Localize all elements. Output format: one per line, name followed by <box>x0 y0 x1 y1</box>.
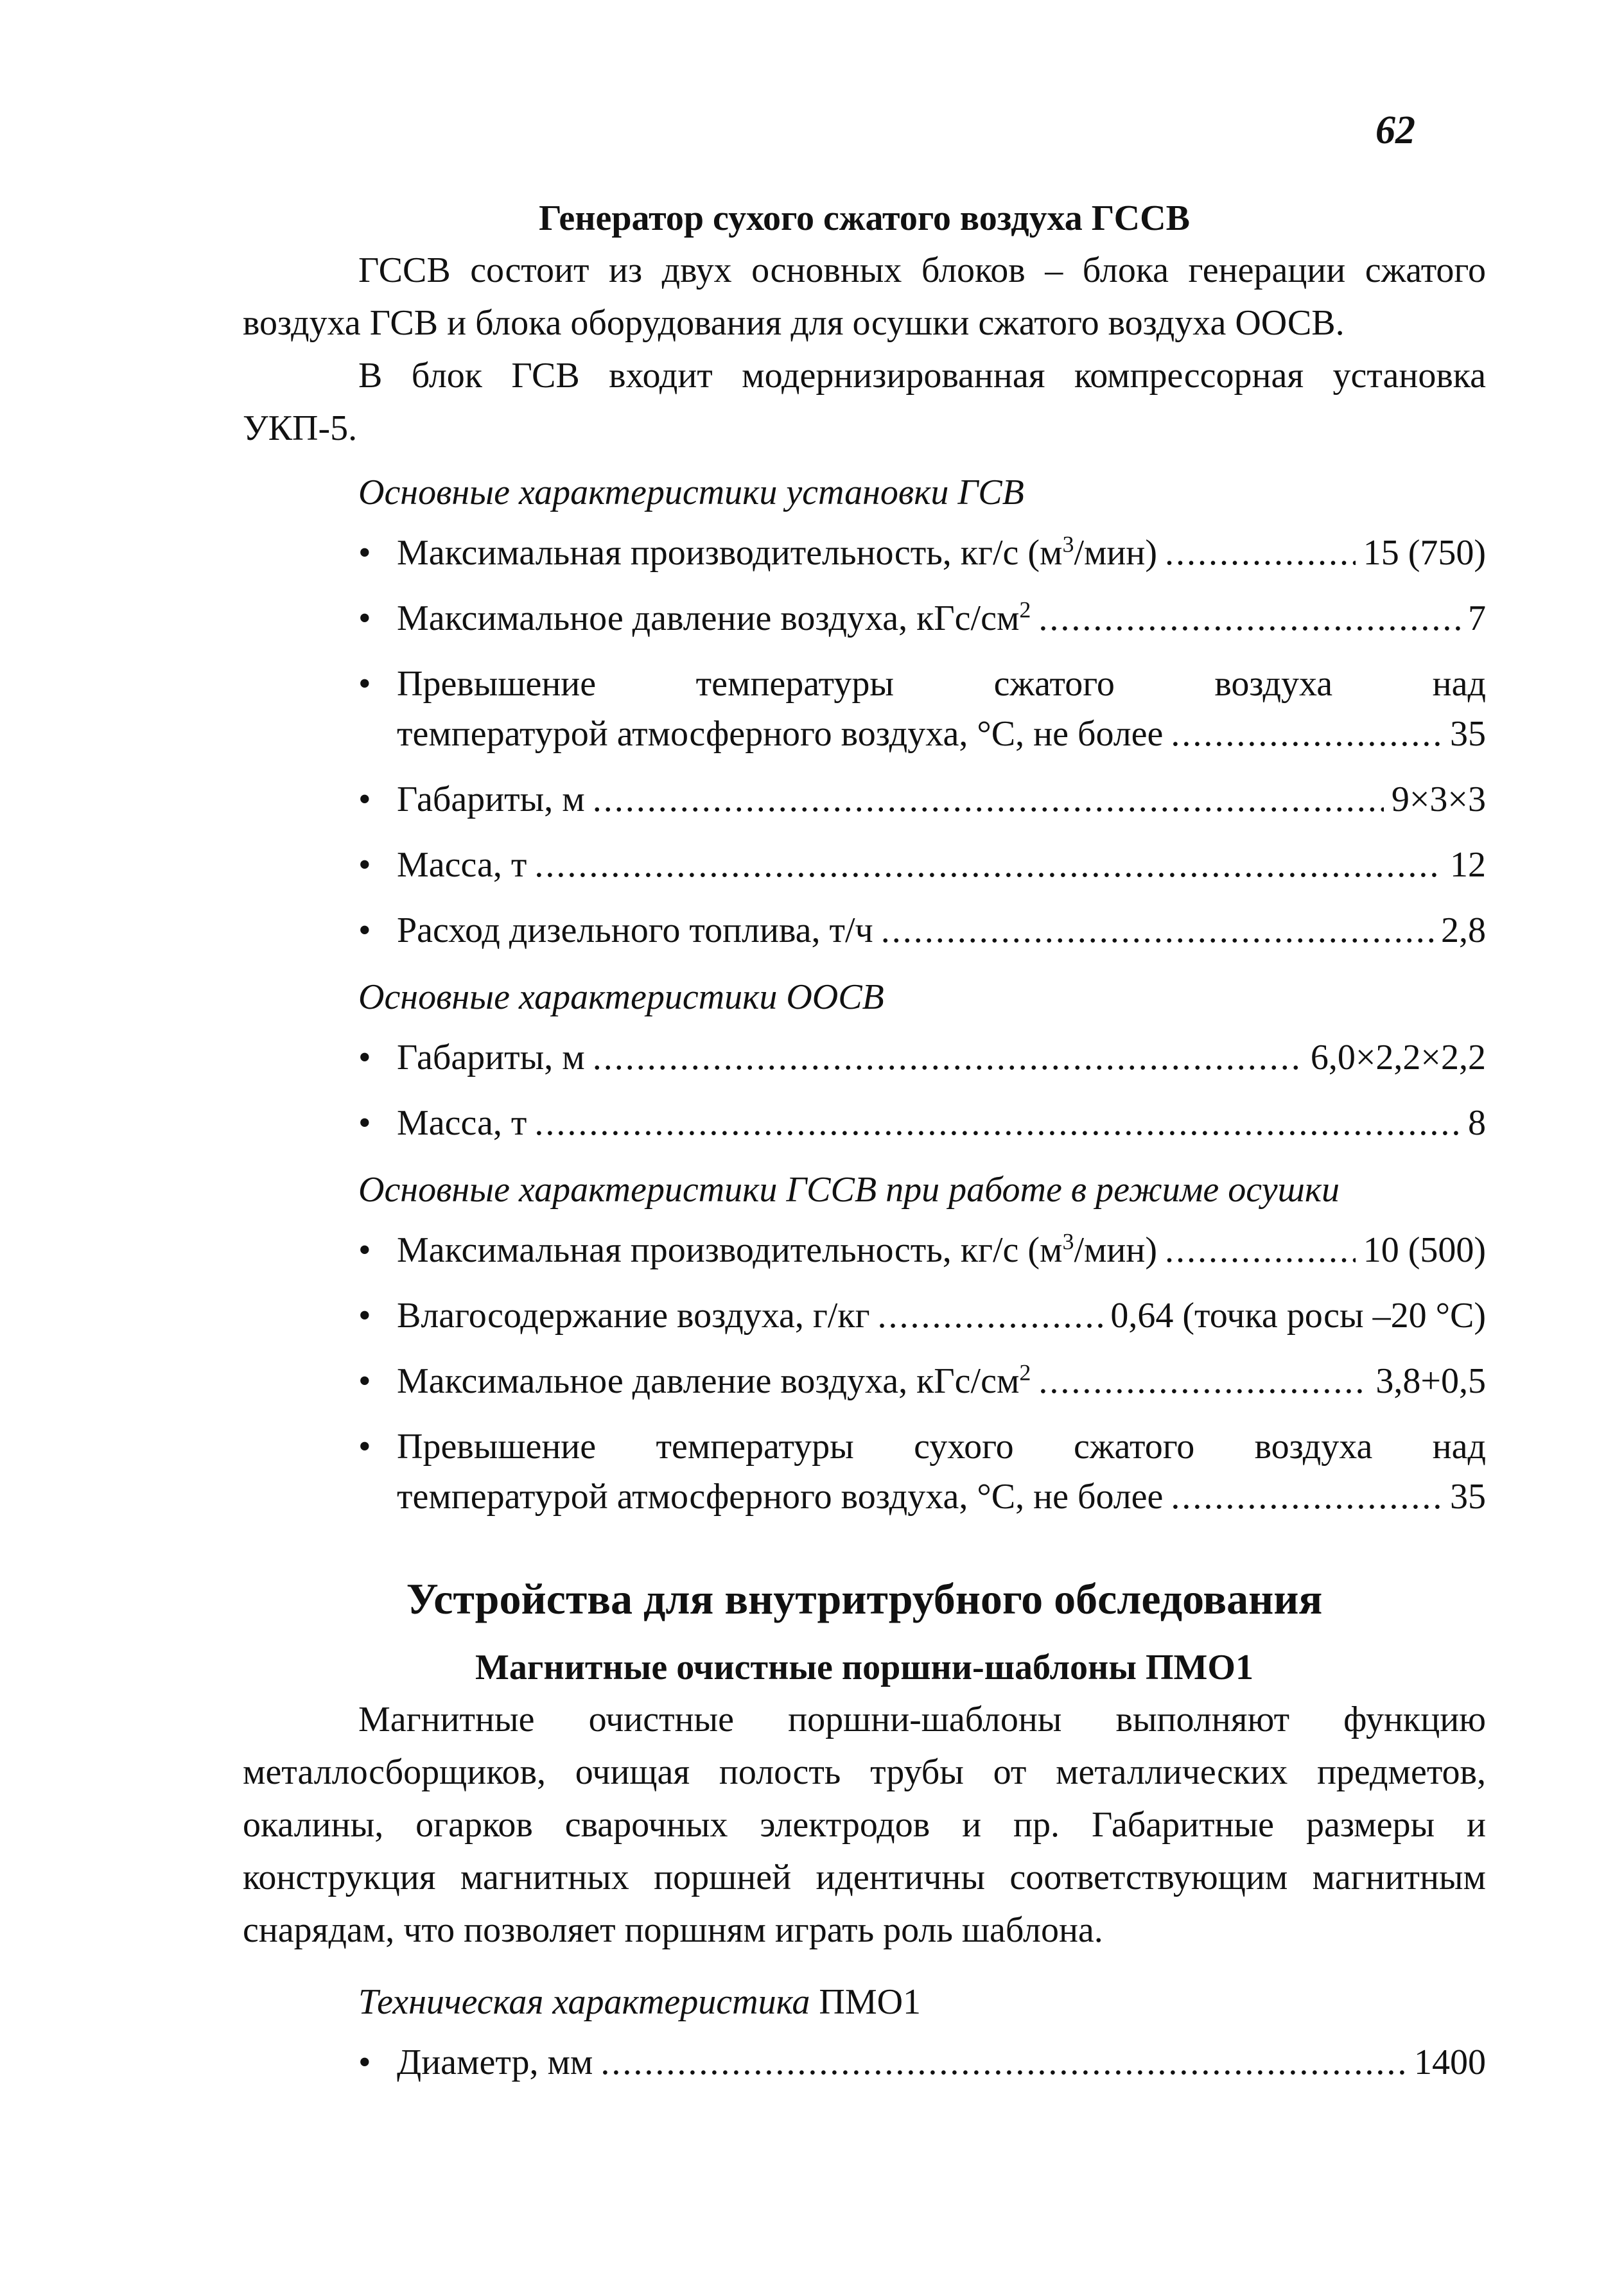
page-number: 62 <box>1375 109 1415 152</box>
bullet-icon: • <box>358 1361 371 1401</box>
bullet-icon: • <box>358 533 371 573</box>
bullet-icon: • <box>358 1038 371 1077</box>
bullet-icon: • <box>358 845 371 885</box>
spec-item <box>243 840 1486 890</box>
subheading-oosv-specs: Основные характеристики ООСВ <box>358 977 884 1017</box>
spec-value: 9×3×3 <box>1391 779 1486 819</box>
spec-item <box>243 659 1486 759</box>
spec-label-line1: Превышение температуры сжатого воздуха над <box>397 664 1486 704</box>
spec-label: Диаметр, мм <box>397 2042 593 2082</box>
dot-leader <box>593 774 1384 824</box>
spec-label-line1: Превышение температуры сухого сжатого воздуха над <box>397 1427 1486 1467</box>
bullet-icon: • <box>358 598 371 638</box>
dot-leader <box>534 840 1442 890</box>
spec-label: Масса, т <box>397 845 527 885</box>
spec-list-gssv-drying <box>243 1225 1486 1522</box>
spec-label: Максимальная производительность, кг/с $(м^3/мин)$ <box>397 531 1158 573</box>
page-content <box>243 193 1486 2103</box>
bullet-icon: • <box>358 2042 371 2082</box>
spec-value: 15 (750) <box>1363 533 1486 573</box>
spec-value: 3,8+0,5 <box>1375 1361 1486 1401</box>
dot-leader <box>1171 1472 1442 1522</box>
dot-leader <box>881 905 1433 955</box>
spec-value: 8 <box>1468 1103 1486 1143</box>
spec-item <box>243 1032 1486 1083</box>
spec-label: Влагосодержание воздуха, г/кг <box>397 1296 870 1336</box>
spec-label: температурой атмосферного воздуха, °С, не более <box>397 714 1164 754</box>
dot-leader <box>878 1291 1103 1341</box>
paragraph-gssv-blocks: ГССВ состоит из двух основных блоков – блока генерации сжатого воздуха ГСВ и блока оборудования для осушки сжатого воздуха ООСВ. <box>243 250 1486 343</box>
spec-value: 1400 <box>1414 2042 1486 2082</box>
spec-value: 2,8 <box>1441 910 1486 950</box>
spec-item <box>243 2037 1486 2087</box>
spec-label: Габариты, м <box>397 1038 585 1077</box>
spec-label: Масса, т <box>397 1103 527 1143</box>
spec-value: 10 (500) <box>1363 1230 1486 1270</box>
bullet-icon: • <box>358 779 371 819</box>
spec-value: 6,0×2,2×2,2 <box>1310 1038 1486 1077</box>
spec-list-pmo1 <box>243 2037 1486 2087</box>
spec-value: 12 <box>1450 845 1486 885</box>
bullet-icon: • <box>358 1230 371 1270</box>
dot-leader <box>600 2037 1406 2087</box>
bullet-icon: • <box>358 664 371 704</box>
spec-list-gsv <box>243 528 1486 955</box>
spec-label: Расход дизельного топлива, т/ч <box>397 910 873 950</box>
spec-item <box>243 528 1486 578</box>
subheading-gssv-drying-specs: Основные характеристики ГССВ при работе в режиме осушки <box>358 1170 1340 1210</box>
spec-label: Максимальное давление воздуха, кГс/$см^2$ <box>397 597 1031 638</box>
paragraph-gsv-unit: В блок ГСВ входит модернизированная компрессорная установка УКП-5. <box>243 356 1486 448</box>
spec-item <box>243 905 1486 955</box>
section-title-inline-inspection: Устройства для внутритрубного обследования <box>406 1574 1323 1623</box>
spec-item <box>243 593 1486 643</box>
dot-leader <box>593 1032 1303 1083</box>
paragraph-pmo1-description: Магнитные очистные поршни-шаблоны выполняют функцию металлосборщиков, очищая полость трубы от металлических предметов, окалины, огарков сварочных электродов и пр. Габаритные размеры и конструкция магнитных поршней идентичны соответствующим магнитным снарядам, что позволяет поршням играть роль шаблона. <box>243 1700 1486 1950</box>
dot-leader <box>1171 709 1442 759</box>
spec-item <box>243 1291 1486 1341</box>
spec-item <box>243 774 1486 824</box>
spec-list-oosv <box>243 1032 1486 1148</box>
spec-value: 7 <box>1468 598 1486 638</box>
spec-item <box>243 1356 1486 1406</box>
spec-label: Максимальная производительность, кг/с $(м^3/мин)$ <box>397 1228 1158 1270</box>
spec-label: Максимальное давление воздуха, кГс/$см^2$ <box>397 1359 1031 1401</box>
spec-item <box>243 1422 1486 1522</box>
section-title-gssv: Генератор сухого сжатого воздуха ГССВ <box>539 198 1190 238</box>
dot-leader <box>534 1098 1460 1148</box>
bullet-icon: • <box>358 1427 371 1467</box>
spec-value: 35 <box>1450 714 1486 754</box>
dot-leader <box>1165 1225 1356 1275</box>
subheading-pmo1-tech-specs: Техническая характеристика ПМО1 <box>358 1982 921 2022</box>
spec-value: 35 <box>1450 1477 1486 1517</box>
spec-item <box>243 1098 1486 1148</box>
bullet-icon: • <box>358 910 371 950</box>
spec-label: температурой атмосферного воздуха, °С, не более <box>397 1477 1164 1517</box>
subsection-title-pmo1: Магнитные очистные поршни-шаблоны ПМО1 <box>475 1648 1253 1687</box>
spec-label: Габариты, м <box>397 779 585 819</box>
dot-leader <box>1038 593 1460 643</box>
dot-leader <box>1165 528 1356 578</box>
dot-leader <box>1038 1356 1368 1406</box>
subheading-gsv-specs: Основные характеристики установки ГСВ <box>358 473 1024 512</box>
spec-item <box>243 1225 1486 1275</box>
spec-value: 0,64 (точка росы –20 °С) <box>1110 1296 1486 1336</box>
bullet-icon: • <box>358 1103 371 1143</box>
bullet-icon: • <box>358 1296 371 1336</box>
